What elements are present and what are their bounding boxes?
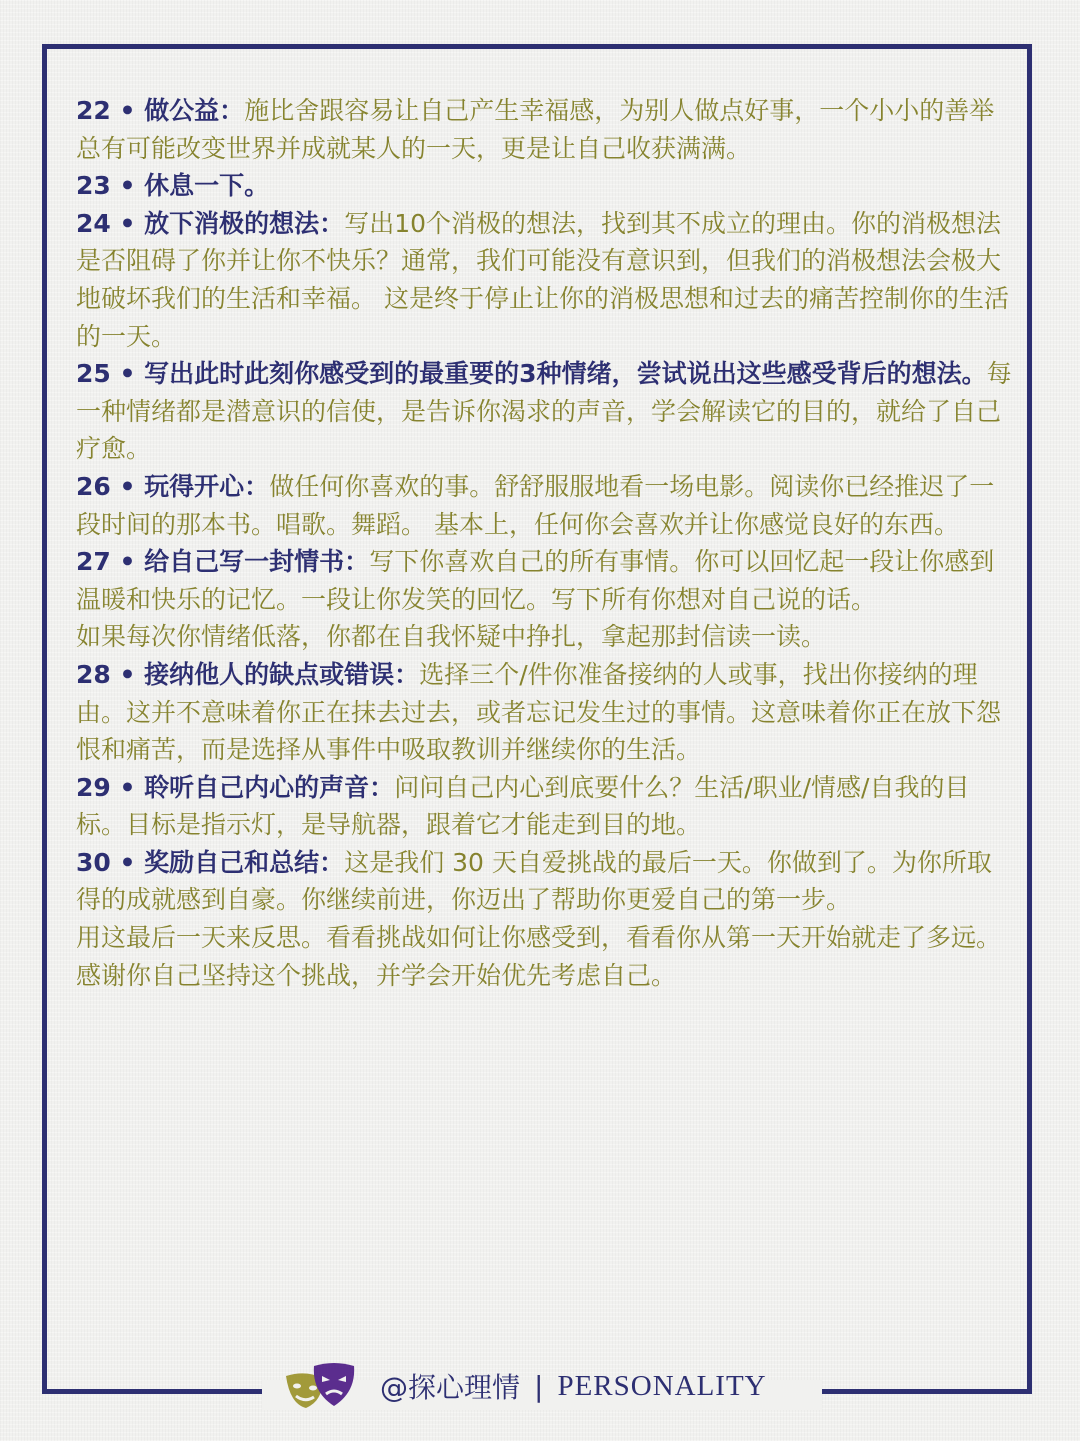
item-text: 用这最后一天来反思。看看挑战如何让你感受到，看看你从第一天开始就走了多远。感谢你自己坚持这个挑战，并学会开始优先考虑自己。 (76, 923, 1002, 990)
item-lead: 30 • 奖励自己和总结： (76, 847, 345, 877)
item-30 (76, 844, 1016, 919)
item-28 (76, 656, 1016, 769)
item-text: 如果每次你情绪低落，你都在自我怀疑中挣扎，拿起那封信读一读。 (76, 622, 827, 652)
item-text: 写下你喜欢自己的所有事情。你可以回忆起一段让你感到温暖和快乐的记忆。一段让你发笑的回忆。写下所有你想对自己说的话。 (76, 547, 995, 614)
item-text: 写出10个消极的想法，找到其不成立的理由。你的消极想法是否阻碍了你并让你不快乐？通常，我们可能没有意识到，但我们的消极想法会极大地破坏我们的生活和幸福。 这是终于停止让你的消极思想和过去的痛苦控制你的生活的一天。 (76, 208, 1009, 351)
article-body (76, 92, 1016, 994)
item-23 (76, 167, 1016, 205)
item-text: 施比舍跟容易让自己产生幸福感，为别人做点好事，一个小小的善举总有可能改变世界并成就某人的一天，更是让自己收获满满。 (76, 96, 995, 163)
footer-brand (282, 1360, 822, 1412)
item-lead: 22 • 做公益： (76, 96, 245, 125)
account-handle: @探心理情 (380, 1371, 521, 1404)
item-27 (76, 543, 1016, 618)
item-text: 选择三个/件你准备接纳的人或事，找出你接纳的理由。这并不意味着你正在抹去过去，或者忘记发生过的事情。这意味着你正在放下怨恨和痛苦，而是选择从事件中吸取教训并继续你的生活。 (76, 659, 1002, 765)
item-text: 这是我们 30 天自爱挑战的最后一天。你做到了。为你所取得的成就感到自豪。你继续前进，你迈出了帮助你更爱自己的第一步。 (76, 847, 992, 915)
item-27-followup (76, 618, 1016, 656)
item-lead: 28 • 接纳他人的缺点或错误： (76, 659, 420, 689)
item-lead: 26 • 玩得开心： (76, 471, 270, 501)
theater-masks-icon (282, 1360, 380, 1412)
item-26 (76, 468, 1016, 543)
item-lead: 27 • 给自己写一封情书： (76, 547, 370, 577)
tragedy-mask-shape (314, 1363, 354, 1406)
item-29 (76, 769, 1016, 844)
item-lead: 23 • 休息一下。 (76, 171, 270, 201)
item-22 (76, 92, 1016, 167)
item-25 (76, 355, 1016, 468)
item-text: 做任何你喜欢的事。舒舒服服地看一场电影。阅读你已经推迟了一段时间的那本书。唱歌。舞蹈。 基本上，任何你会喜欢并让你感觉良好的东西。 (76, 471, 995, 539)
item-text: 每一种情绪都是潜意识的信使，是告诉你渴求的声音，学会解读它的目的，就给了自己疗愈。 (76, 359, 1012, 464)
brand-name: PERSONALITY (557, 1369, 767, 1402)
item-lead: 29 • 聆听自己内心的声音： (76, 772, 395, 802)
item-lead: 25 • 写出此时此刻你感受到的最重要的3种情绪，尝试说出这些感受背后的想法。 (76, 359, 987, 389)
item-lead: 24 • 放下消极的想法： (76, 208, 345, 238)
item-30-followup (76, 919, 1016, 994)
footer-separator: | (534, 1369, 544, 1403)
item-24 (76, 205, 1016, 355)
item-text: 问问自己内心到底要什么？生活/职业/情感/自我的目标。目标是指示灯，是导航器，跟着它才能走到目的地。 (76, 772, 970, 840)
